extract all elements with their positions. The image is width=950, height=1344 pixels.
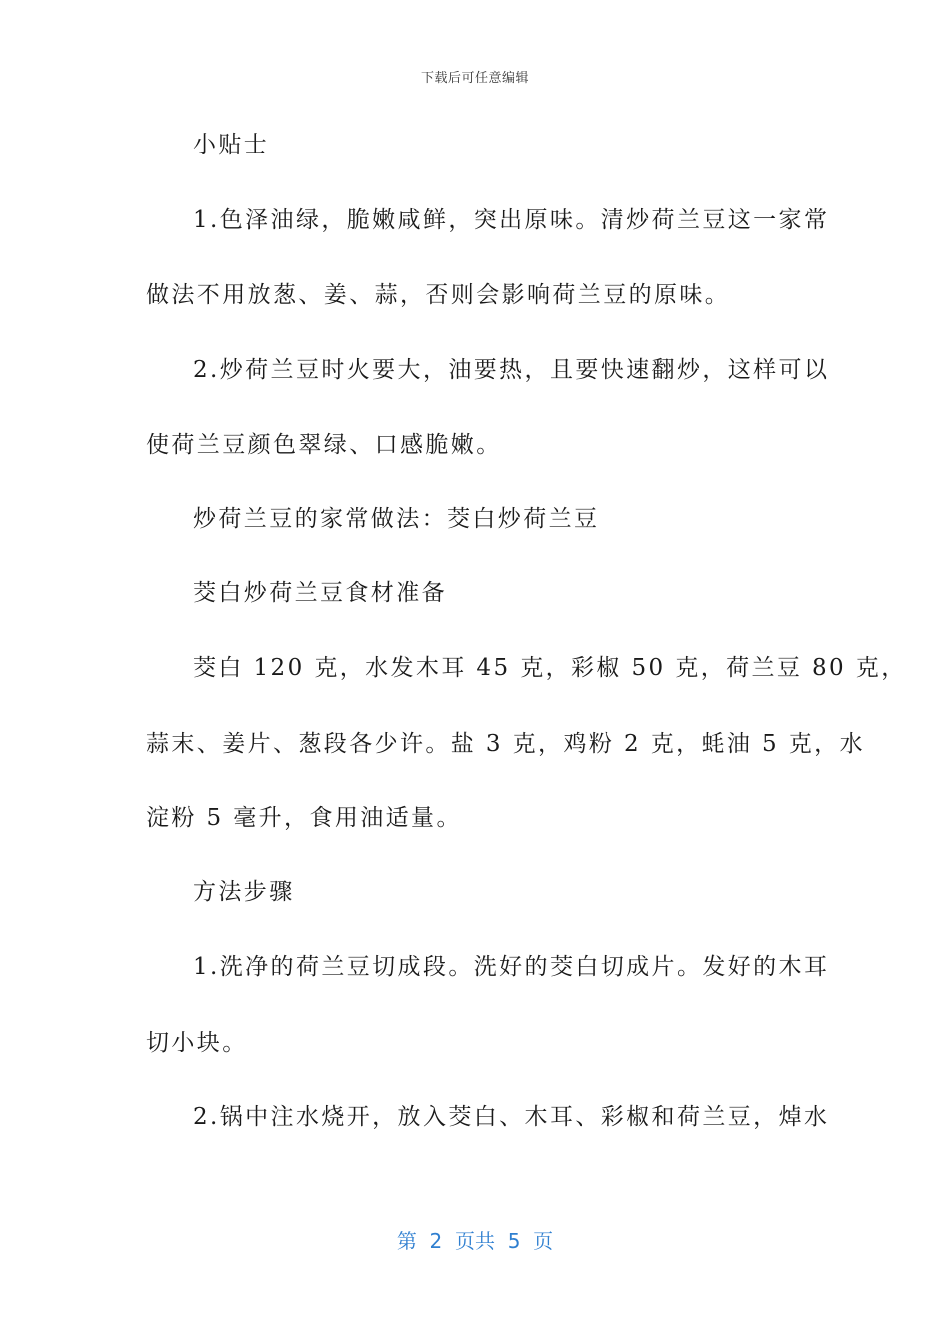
text-line: 使荷兰豆颜色翠绿、口感脆嫩。 [146, 432, 502, 458]
text-line: 淀粉 5 毫升，食用油适量。 [146, 805, 462, 831]
text-line: 做法不用放葱、姜、蒜，否则会影响荷兰豆的原味。 [146, 282, 731, 308]
text-line: 方法步骤 [193, 879, 295, 905]
text-line: 蒜末、姜片、葱段各少许。盐 3 克，鸡粉 2 克，蚝油 5 克，水 [146, 731, 865, 757]
text-line: 2.锅中注水烧开，放入茭白、木耳、彩椒和荷兰豆，焯水 [193, 1104, 830, 1130]
text-line: 炒荷兰豆的家常做法：茭白炒荷兰豆 [193, 506, 600, 532]
text-line: 茭白 120 克，水发木耳 45 克，彩椒 50 克，荷兰豆 80 克， [193, 655, 907, 681]
text-line: 2.炒荷兰豆时火要大，油要热，且要快速翻炒，这样可以 [193, 357, 830, 383]
text-line: 1.色泽油绿，脆嫩咸鲜，突出原味。清炒荷兰豆这一家常 [193, 207, 830, 233]
text-line: 1.洗净的荷兰豆切成段。洗好的茭白切成片。发好的木耳 [193, 954, 830, 980]
header-note: 下载后可任意编辑 [420, 71, 529, 86]
text-line: 茭白炒荷兰豆食材准备 [193, 580, 447, 606]
text-line: 切小块。 [146, 1030, 248, 1056]
text-line: 小贴士 [193, 132, 270, 158]
page-number: 第 2 页共 5 页 [396, 1229, 554, 1253]
